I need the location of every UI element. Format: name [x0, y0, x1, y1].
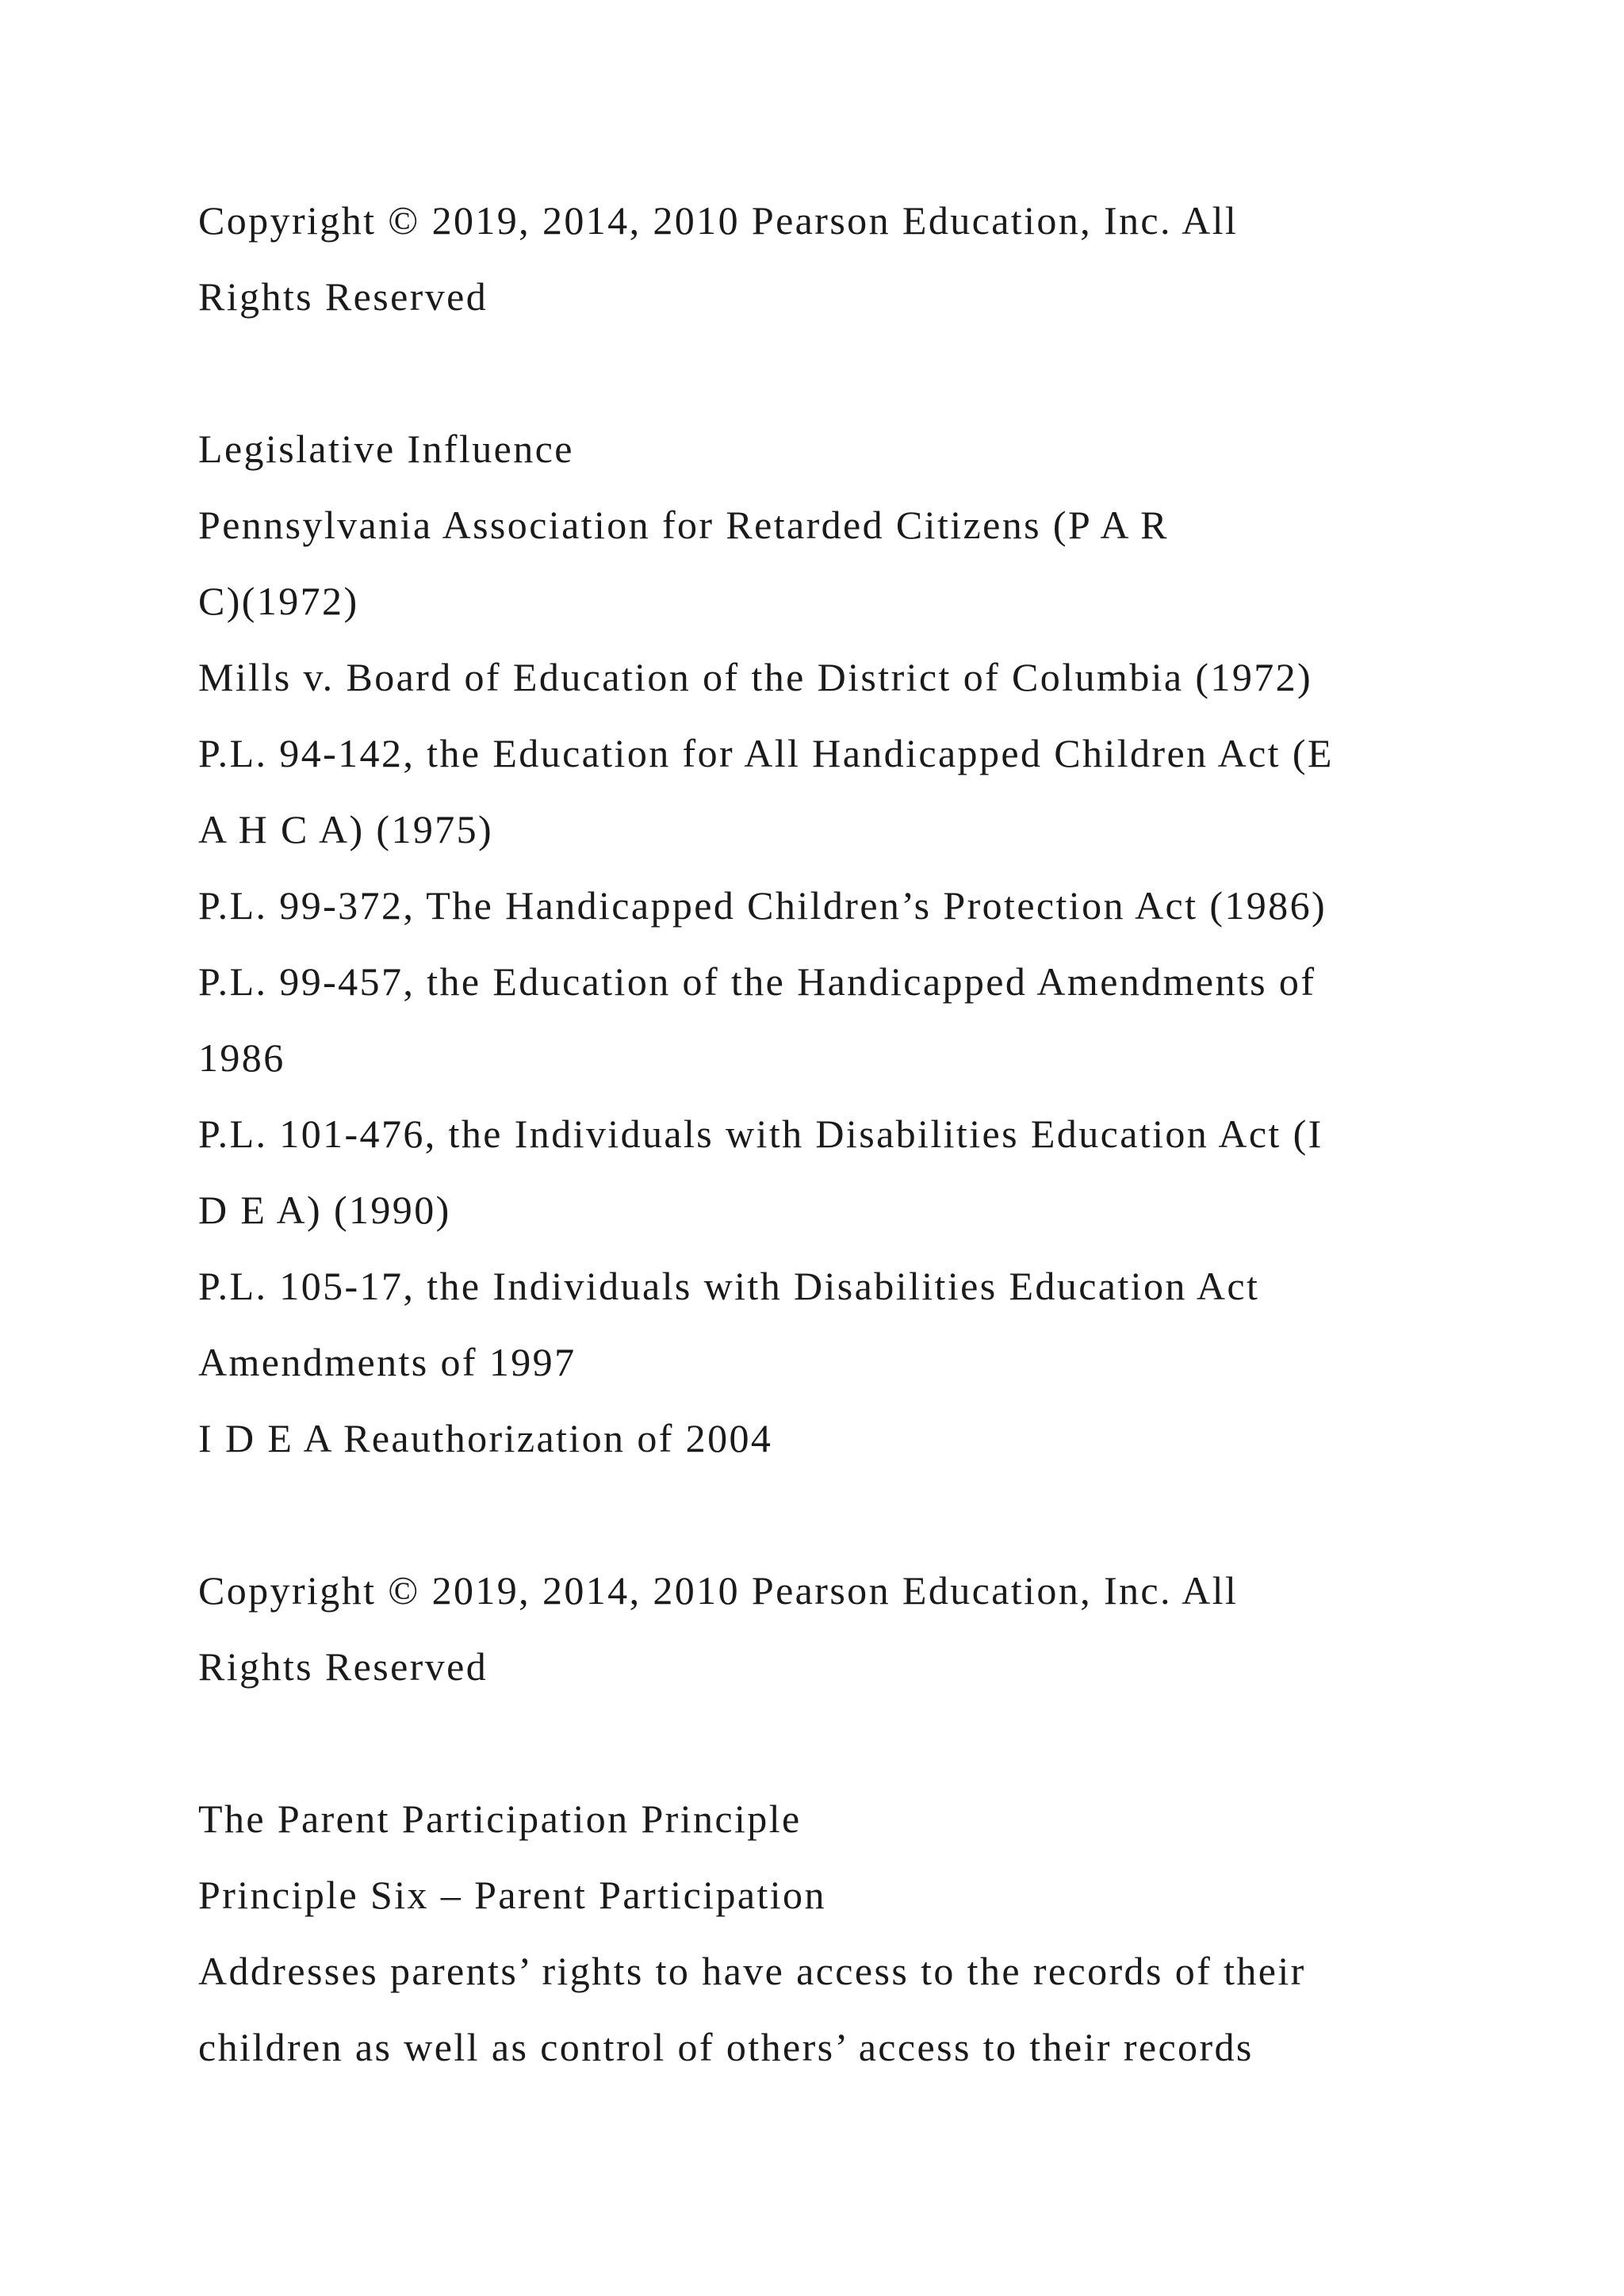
list-item: 1986	[198, 1035, 285, 1080]
list-item: P.L. 99-457, the Education of the Handicapped Amendments of	[198, 959, 1316, 1004]
list-item: A H C A) (1975)	[198, 807, 494, 851]
spacer	[198, 1705, 1546, 1781]
body-text: Addresses parents’ rights to have access to the records of their	[198, 1949, 1306, 1993]
list-item: Amendments of 1997	[198, 1340, 576, 1384]
spacer	[198, 1476, 1546, 1552]
list-item: I D E A Reauthorization of 2004	[198, 1416, 773, 1460]
list-item: C)(1972)	[198, 579, 359, 623]
copyright-line-1: Copyright © 2019, 2014, 2010 Pearson Education, Inc. All	[198, 1568, 1239, 1613]
section-heading-parent-participation: The Parent Participation Principle	[198, 1797, 802, 1841]
body-text: children as well as control of others’ access to their records	[198, 2025, 1254, 2069]
copyright-line-2: Rights Reserved	[198, 1644, 488, 1689]
document-page	[198, 182, 1546, 2085]
spacer	[198, 335, 1546, 411]
copyright-line-1: Copyright © 2019, 2014, 2010 Pearson Education, Inc. All	[198, 198, 1239, 243]
list-item: P.L. 94-142, the Education for All Handicapped Children Act (E	[198, 731, 1334, 775]
principle-title: Principle Six – Parent Participation	[198, 1873, 826, 1917]
list-item: Pennsylvania Association for Retarded Citizens (P A R	[198, 503, 1169, 547]
section-heading-legislative-influence: Legislative Influence	[198, 427, 574, 471]
copyright-line-2: Rights Reserved	[198, 274, 488, 319]
list-item: P.L. 99-372, The Handicapped Children’s Protection Act (1986)	[198, 883, 1327, 928]
list-item: Mills v. Board of Education of the District of Columbia (1972)	[198, 655, 1313, 699]
list-item: D E A) (1990)	[198, 1188, 451, 1232]
list-item: P.L. 101-476, the Individuals with Disabilities Education Act (I	[198, 1112, 1323, 1156]
list-item: P.L. 105-17, the Individuals with Disabilities Education Act	[198, 1264, 1260, 1308]
